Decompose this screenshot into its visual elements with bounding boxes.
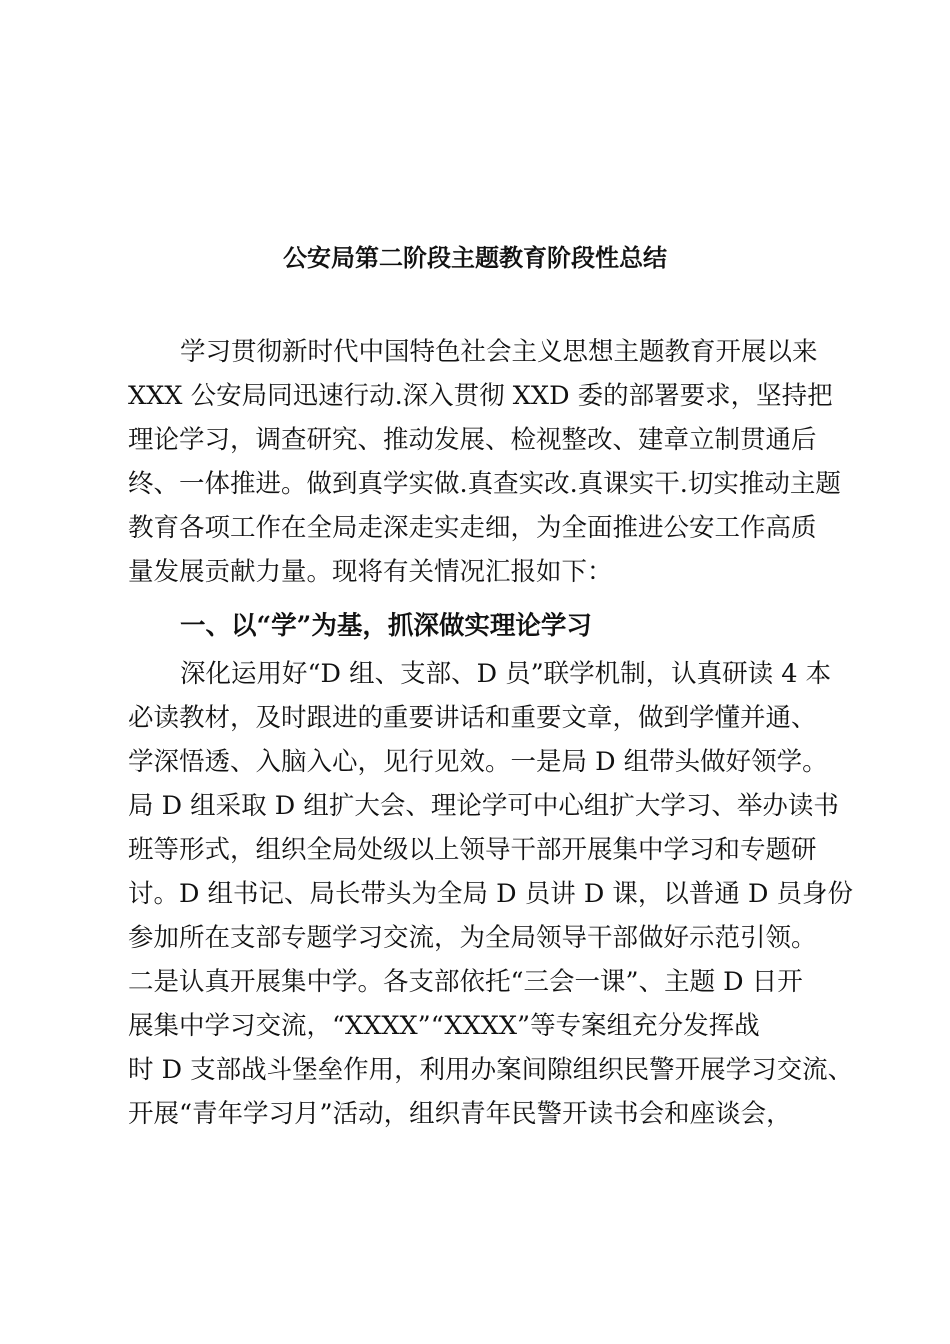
paragraph-line: 教育各项工作在全局走深走实走细，为全面推进公安工作高质 [128,513,817,543]
paragraph-line: XXX 公安局同迅速行动.深入贯彻 XXD 委的部署要求，坚持把 [128,381,833,411]
paragraph-line: 二是认真开展集中学。各支部依托“三会一课”、主题 D 日开 [128,967,803,997]
section-heading: 一、以“学”为基，抓深做实理论学习 [180,611,592,641]
paragraph-line: 班等形式，组织全局处级以上领导干部开展集中学习和专题研 [128,835,817,865]
paragraph-line: 时 D 支部战斗堡垒作用，利用办案间隙组织民警开展学习交流、 [128,1055,854,1085]
paragraph-line: 参加所在支部专题学习交流，为全局领导干部做好示范引领。 [128,923,817,953]
paragraph-line: 学深悟透、入脑入心，见行见效。一是局 D 组带头做好领学。 [128,747,828,777]
paragraph-line: 局 D 组采取 D 组扩大会、理论学可中心组扩大学习、举办读书 [128,791,839,821]
document-title: 公安局第二阶段主题教育阶段性总结 [283,243,667,272]
paragraph-line: 学习贯彻新时代中国特色社会主义思想主题教育开展以来 [180,337,818,367]
paragraph-line: 必读教材，及时跟进的重要讲话和重要文章，做到学懂并通、 [128,703,817,733]
paragraph-line: 量发展贡献力量。现将有关情况汇报如下： [128,557,613,587]
paragraph-line: 展集中学习交流，“XXXX”“XXXX”等专案组充分发挥战 [128,1011,760,1041]
paragraph-line: 开展“青年学习月”活动，组织青年民警开读书会和座谈会， [128,1099,792,1129]
paragraph-line: 理论学习，调查研究、推动发展、检视整改、建章立制贯通后 [128,425,817,455]
paragraph-line: 终、一体推进。做到真学实做.真查实改.真课实干.切实推动主题 [128,469,841,499]
paragraph-line: 深化运用好“D 组、支部、D 员”联学机制，认真研读 4 本 [180,659,832,689]
paragraph-line: 讨。D 组书记、局长带头为全局 D 员讲 D 课，以普通 D 员身份 [128,879,854,909]
